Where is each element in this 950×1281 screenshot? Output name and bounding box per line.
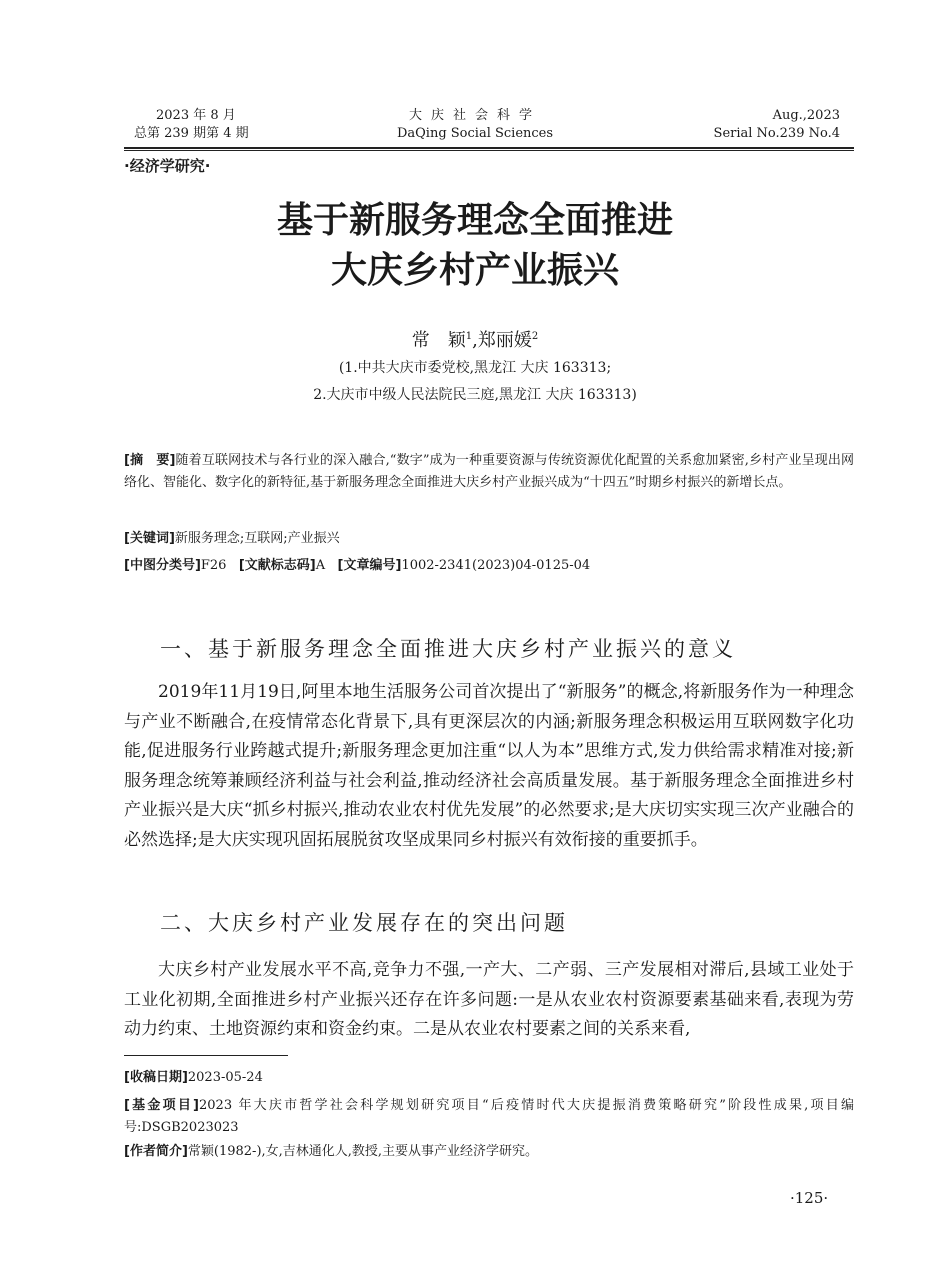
classification	[124, 555, 854, 577]
clc-value: F26	[200, 558, 227, 573]
author-sep: ,	[472, 330, 478, 351]
header-issue-en: Serial No.239 No.4	[713, 126, 840, 141]
footnote-rule	[124, 1055, 288, 1056]
keywords	[124, 528, 854, 550]
footnote-author	[124, 1141, 854, 1163]
header-left	[134, 107, 354, 143]
header-rule-thick	[124, 147, 854, 149]
header-issue-cn: 总第 239 期第 4 期	[134, 126, 249, 141]
title-line-2: 大庆乡村产业振兴	[330, 250, 619, 291]
affiliation-1: (1.中共大庆市委党校,黑龙江 大庆 163313;	[338, 360, 612, 376]
section-1-paragraph: 2019年11月19日,阿里本地生活服务公司首次提出了“新服务”的概念,将新服务作为一种理念与产业不断融合,在疫情常态化背景下,具有更深层次的内涵;新服务理念积极运用互联网数字化功能,促进服务行业跨越式提升;新服务理念更加注重“以人为本”思维方式,发力供给需求精准对接;新服务理念统筹兼顾经济利益与社会利益,推动经济社会高质量发展。基于新服务理念全面推进乡村产业振兴是大庆“抓乡村振兴,推动农业农村优先发展”的必然要求;是大庆切实实现三次产业融合的必然选择;是大庆实现巩固拓展脱贫攻坚成果同乡村振兴有效衔接的重要抓手。	[124, 682, 854, 850]
doc-code-label: [文献标志码]	[238, 558, 316, 573]
section-2-heading: 二、大庆乡村产业发展存在的突出问题	[160, 911, 568, 935]
header-journal-cn: 大庆社会科学	[408, 108, 541, 123]
footnote-fund	[124, 1095, 854, 1139]
authors	[100, 326, 850, 352]
author-2: 郑丽媛	[477, 330, 532, 351]
header-date-cn: 2023 年 8 月	[156, 108, 236, 123]
fund-label: [基金项目]	[124, 1098, 199, 1113]
fund-value: 2023 年大庆市哲学社会科学规划研究项目“后疫情时代大庆提振消费策略研究”阶段性成果,项目编号:DSGB2023023	[124, 1098, 854, 1135]
affiliation-2: 2.大庆市中级人民法院民三庭,黑龙江 大庆 163313)	[313, 387, 637, 403]
article-number-value: 1002-2341(2023)04-0125-04	[401, 558, 591, 573]
received-label: [收稿日期]	[124, 1070, 188, 1085]
article-number-label: [文章编号]	[337, 558, 402, 573]
abstract-text: 随着互联网技术与各行业的深入融合,“数字”成为一种重要资源与传统资源优化配置的关系愈加紧密,乡村产业呈现出网络化、智能化、数字化的新特征,基于新服务理念全面推进大庆乡村产业振兴成为“十四五”时期乡村振兴的新增长点。	[124, 453, 854, 490]
section-2-paragraph: 大庆乡村产业发展水平不高,竞争力不强,一产大、二产弱、三产发展相对滞后,县域工业处于工业化初期,全面推进乡村产业振兴还存在许多问题:一是从农业农村资源要素基础来看,表现为劳动力约束、土地资源约束和资金约束。二是从农业农村要素之间的关系来看,	[124, 960, 854, 1039]
author-bio-value: 常颖(1982-),女,吉林通化人,教授,主要从事产业经济学研究。	[187, 1144, 539, 1159]
header-date-en: Aug.,2023	[772, 108, 840, 123]
header-center	[360, 107, 590, 143]
abstract-label: [摘 要]	[124, 453, 176, 468]
footnote-received	[124, 1067, 854, 1089]
author-bio-label: [作者简介]	[124, 1144, 188, 1159]
title-line-1: 基于新服务理念全面推进	[276, 200, 673, 241]
author-1-sup: 1	[465, 331, 473, 342]
keywords-text: 新服务理念;互联网;产业振兴	[174, 531, 340, 546]
abstract	[124, 450, 854, 494]
author-1: 常 颖	[411, 330, 466, 351]
keywords-label: [关键词]	[124, 531, 175, 546]
page-number: ·125·	[790, 1189, 829, 1207]
header-rule-thin	[124, 150, 854, 151]
received-value: 2023-05-24	[187, 1070, 263, 1085]
clc-label: [中图分类号]	[124, 558, 201, 573]
header-journal-en: DaQing Social Sciences	[396, 126, 554, 141]
section-1-heading: 一、基于新服务理念全面推进大庆乡村产业振兴的意义	[160, 637, 736, 661]
author-2-sup: 2	[531, 331, 539, 342]
section-tag: ·经济学研究·	[124, 157, 211, 175]
doc-code-value: A	[315, 558, 326, 573]
header-right	[620, 107, 840, 143]
